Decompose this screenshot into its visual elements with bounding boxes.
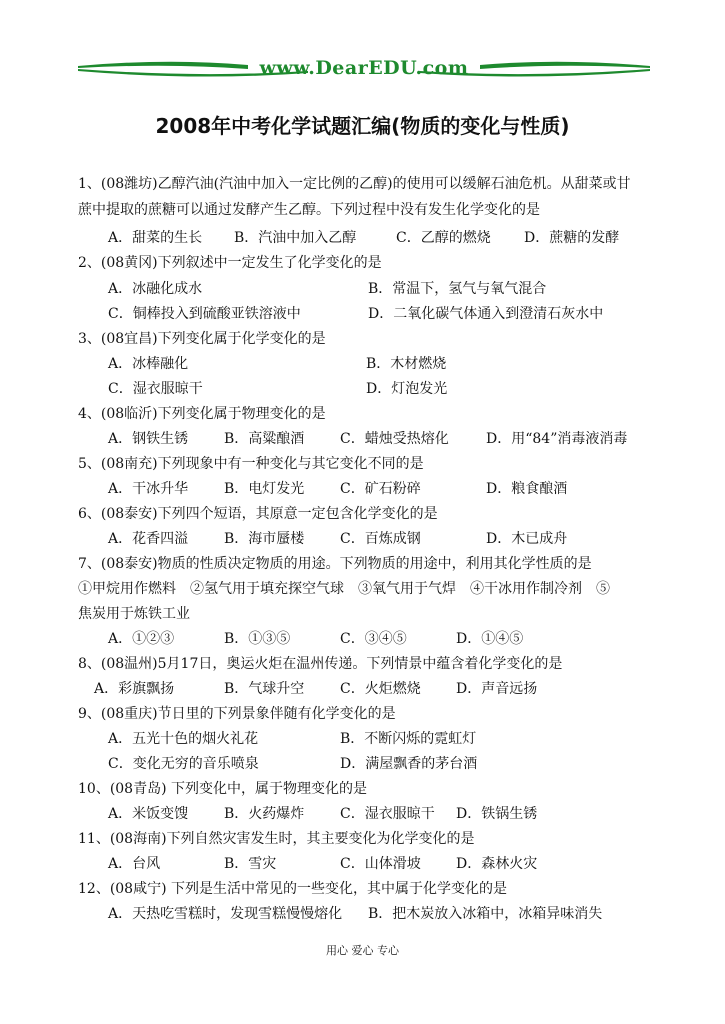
question-9-option-c: C．变化无穷的音乐喷泉 — [108, 756, 259, 772]
question-8-option-b: B．气球升空 — [224, 681, 305, 697]
question-1-option-b: B．汽油中加入乙醇 — [234, 230, 357, 246]
question-4-option-c: C．蜡烛受热熔化 — [340, 431, 449, 447]
question-7-option-d: D．①④⑤ — [456, 631, 524, 647]
question-6-option-d: D．木已成舟 — [486, 531, 568, 547]
question-7-line-1: 7、(08泰安)物质的性质决定物质的用途。下列物质的用途中，利用其化学性质的是 — [78, 556, 592, 572]
question-12-option-b: B．把木炭放入冰箱中，冰箱异味消失 — [368, 906, 603, 922]
question-4-option-a: A．钢铁生锈 — [108, 431, 189, 447]
question-11-option-c: C．山体滑坡 — [340, 856, 421, 872]
question-3-option-d: D．灯泡发光 — [366, 381, 448, 397]
question-5-option-c: C．矿石粉碎 — [340, 481, 421, 497]
question-4-option-d: D．用“84”消毒液消毒 — [486, 431, 628, 447]
question-10-line-1: 10、(08青岛) 下列变化中，属于物理变化的是 — [78, 781, 368, 797]
question-3-line-1: 3、(08宜昌)下列变化属于化学变化的是 — [78, 331, 326, 347]
question-6-option-c: C．百炼成钢 — [340, 531, 421, 547]
question-11-option-a: A．台风 — [108, 856, 161, 872]
question-5-option-a: A．干冰升华 — [108, 481, 189, 497]
page-footer: 用心 爱心 专心 — [326, 944, 399, 957]
question-8-option-d: D．声音远扬 — [456, 681, 538, 697]
question-1-line-2: 蔗中提取的蔗糖可以通过发酵产生乙醇。下列过程中没有发生化学变化的是 — [78, 202, 540, 218]
question-7-option-c: C．③④⑤ — [340, 631, 407, 647]
question-6-option-b: B．海市蜃楼 — [224, 531, 305, 547]
question-1-option-a: A．甜菜的生长 — [108, 230, 203, 246]
question-1-option-c: C．乙醇的燃烧 — [396, 230, 491, 246]
question-7-option-b: B．①③⑤ — [224, 631, 291, 647]
question-9-option-a: A．五光十色的烟火礼花 — [108, 731, 259, 747]
question-2-line-1: 2、(08黄冈)下列叙述中一定发生了化学变化的是 — [78, 255, 382, 271]
question-5-line-1: 5、(08南充)下列现象中有一种变化与其它变化不同的是 — [78, 456, 424, 472]
question-6-option-a: A．花香四溢 — [108, 531, 189, 547]
question-6-line-1: 6、(08泰安)下列四个短语，其原意一定包含化学变化的是 — [78, 506, 438, 522]
question-4-option-b: B．高粱酿酒 — [224, 431, 305, 447]
question-8-option-a: A．彩旗飘扬 — [94, 681, 175, 697]
question-11-option-b: B．雪灾 — [224, 856, 277, 872]
question-7-line-3: 焦炭用于炼铁工业 — [78, 606, 190, 622]
question-11-option-d: D．森林火灾 — [456, 856, 538, 872]
question-7-line-2: ①甲烷用作燃料 ②氢气用于填充探空气球 ③氧气用于气焊 ④干冰用作制冷剂 ⑤ — [78, 581, 610, 597]
question-8-option-c: C．火炬燃烧 — [340, 681, 421, 697]
question-9-option-b: B．不断闪烁的霓虹灯 — [340, 731, 477, 747]
question-9-line-1: 9、(08重庆)节日里的下列景象伴随有化学变化的是 — [78, 706, 396, 722]
question-2-option-c: C．铜棒投入到硫酸亚铁溶液中 — [108, 306, 301, 322]
question-10-option-d: D．铁锅生锈 — [456, 806, 538, 822]
question-10-option-a: A．米饭变馊 — [108, 806, 189, 822]
document-title: 2008年中考化学试题汇编(物质的变化与性质) — [155, 114, 570, 138]
question-5-option-d: D．粮食酿酒 — [486, 481, 568, 497]
question-7-option-a: A．①②③ — [108, 631, 175, 647]
question-11-line-1: 11、(08海南)下列自然灾害发生时，其主要变化为化学变化的是 — [78, 831, 475, 847]
question-2-option-b: B．常温下，氢气与氧气混合 — [368, 281, 547, 297]
question-5-option-b: B．电灯发光 — [224, 481, 305, 497]
question-1-line-1: 1、(08潍坊)乙醇汽油(汽油中加入一定比例的乙醇)的使用可以缓解石油危机。从甜菜或甘 — [78, 176, 631, 192]
question-12-option-a: A．天热吃雪糕时，发现雪糕慢慢熔化 — [108, 906, 343, 922]
site-url: www.DearEDU.com — [259, 57, 469, 79]
question-4-line-1: 4、(08临沂)下列变化属于物理变化的是 — [78, 406, 326, 422]
question-12-line-1: 12、(08咸宁) 下列是生活中常见的一些变化，其中属于化学变化的是 — [78, 881, 508, 897]
question-3-option-b: B．木材燃烧 — [366, 356, 447, 372]
question-8-line-1: 8、(08温州)5月17日，奥运火炬在温州传递。下列情景中蕴含着化学变化的是 — [78, 656, 563, 672]
question-1-option-d: D．蔗糖的发酵 — [524, 230, 620, 246]
question-2-option-a: A．冰融化成水 — [108, 281, 203, 297]
question-3-option-a: A．冰棒融化 — [108, 356, 189, 372]
question-2-option-d: D．二氧化碳气体通入到澄清石灰水中 — [368, 306, 604, 322]
header-banner — [78, 56, 650, 82]
question-10-option-b: B．火药爆炸 — [224, 806, 305, 822]
question-10-option-c: C．湿衣服晾干 — [340, 806, 435, 822]
question-9-option-d: D．满屋飘香的茅台酒 — [340, 756, 478, 772]
question-3-option-c: C．湿衣服晾干 — [108, 381, 203, 397]
